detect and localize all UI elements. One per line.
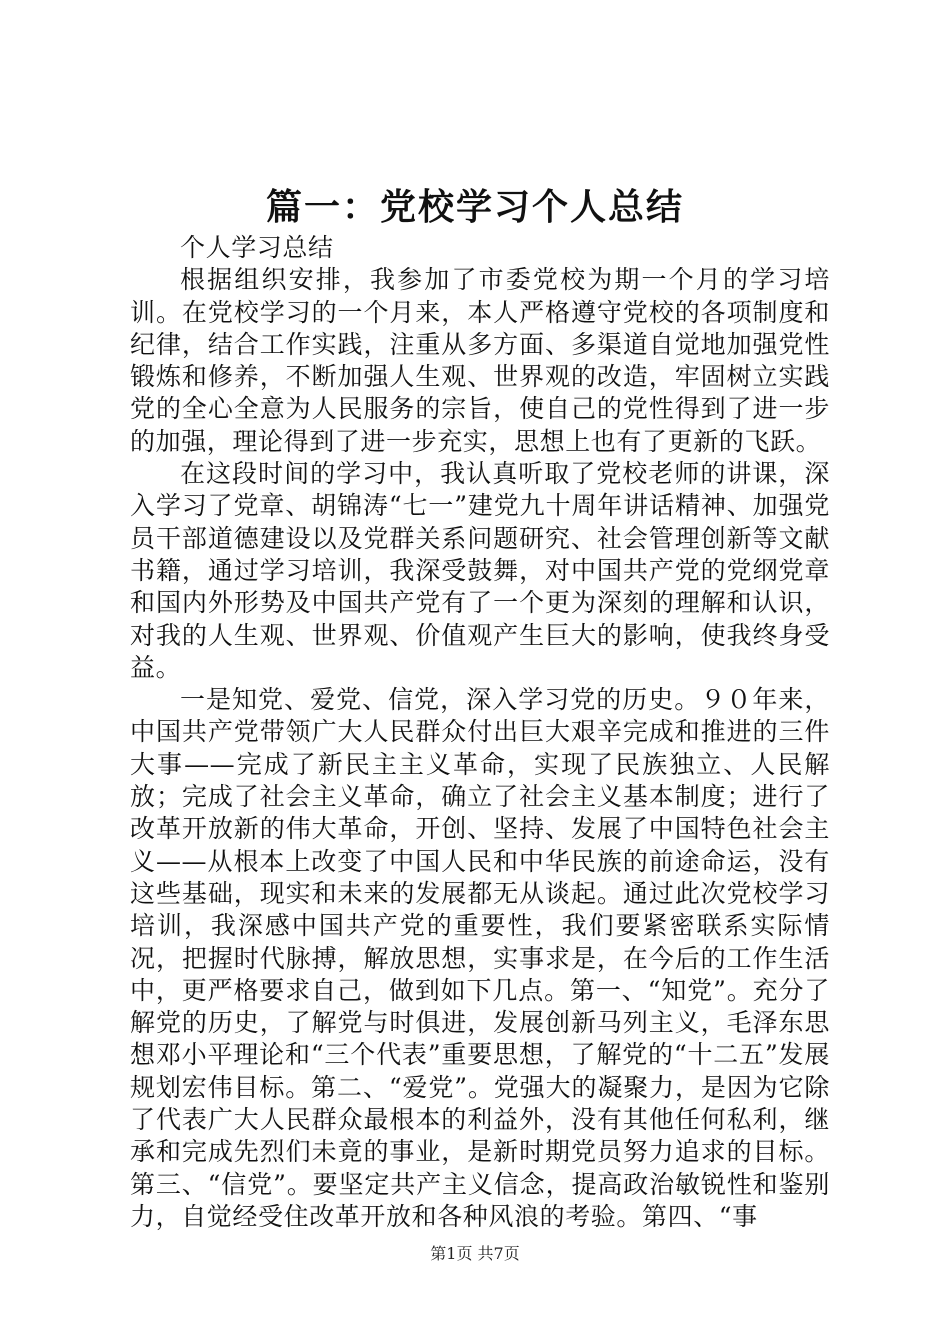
paragraph: 根据组织安排，我参加了市委党校为期一个月的学习培训。在党校学习的一个月来，本人严格遵守党校的各项制度和纪律，结合工作实践，注重从多方面、多渠道自觉地加强党性锻炼和修养，不断加强人生观、世界观的改造，牢固树立实践党的全心全意为人民服务的宗旨，使自己的党性得到了进一步的加强，理论得到了进一步充实，思想上也有了更新的飞跃。 — [130, 265, 830, 456]
page-number-footer: 第1页 共7页 — [430, 1244, 520, 1263]
paragraph-subtitle: 个人学习总结 — [180, 233, 334, 262]
document-body — [130, 232, 830, 1233]
document-title: 篇一：党校学习个人总结 — [265, 187, 684, 228]
paragraph: 在这段时间的学习中，我认真听取了党校老师的讲课，深入学习了党章、胡锦涛“七一”建党九十周年讲话精神、加强党员干部道德建设以及党群关系问题研究、社会管理创新等文献书籍，通过学习培训，我深受鼓舞，对中国共产党的党纲党章和国内外形势及中国共产党有了一个更为深刻的理解和认识，对我的人生观、世界观、价值观产生巨大的影响，使我终身受益。 — [130, 459, 830, 682]
paragraph: 一是知党、爱党、信党，深入学习党的历史。９０年来，中国共产党带领广大人民群众付出巨大艰辛完成和推进的三件大事——完成了新民主主义革命，实现了民族独立、人民解放；完成了社会主义革命，确立了社会主义基本制度；进行了改革开放新的伟大革命，开创、坚持、发展了中国特色社会主义——从根本上改变了中国人民和中华民族的前途命运，没有这些基础，现实和未来的发展都无从谈起。通过此次党校学习培训，我深感中国共产党的重要性，我们要紧密联系实际情况，把握时代脉搏，解放思想，实事求是，在今后的工作生活中，更严格要求自己，做到如下几点。第一、“知党”。充分了解党的历史，了解党与时俱进，发展创新马列主义，毛泽东思想邓小平理论和“三个代表”重要思想，了解党的“十二五”发展规划宏伟目标。第二、“爱党”。党强大的凝聚力，是因为它除了代表广大人民群众最根本的利益外，没有其他任何私利，继承和完成先烈们未竟的事业，是新时期党员努力追求的目标。第三、“信党”。要坚定共产主义信念，提高政治敏锐性和鉴别力，自觉经受住改革开放和各种风浪的考验。第四、“事 — [130, 685, 830, 1231]
